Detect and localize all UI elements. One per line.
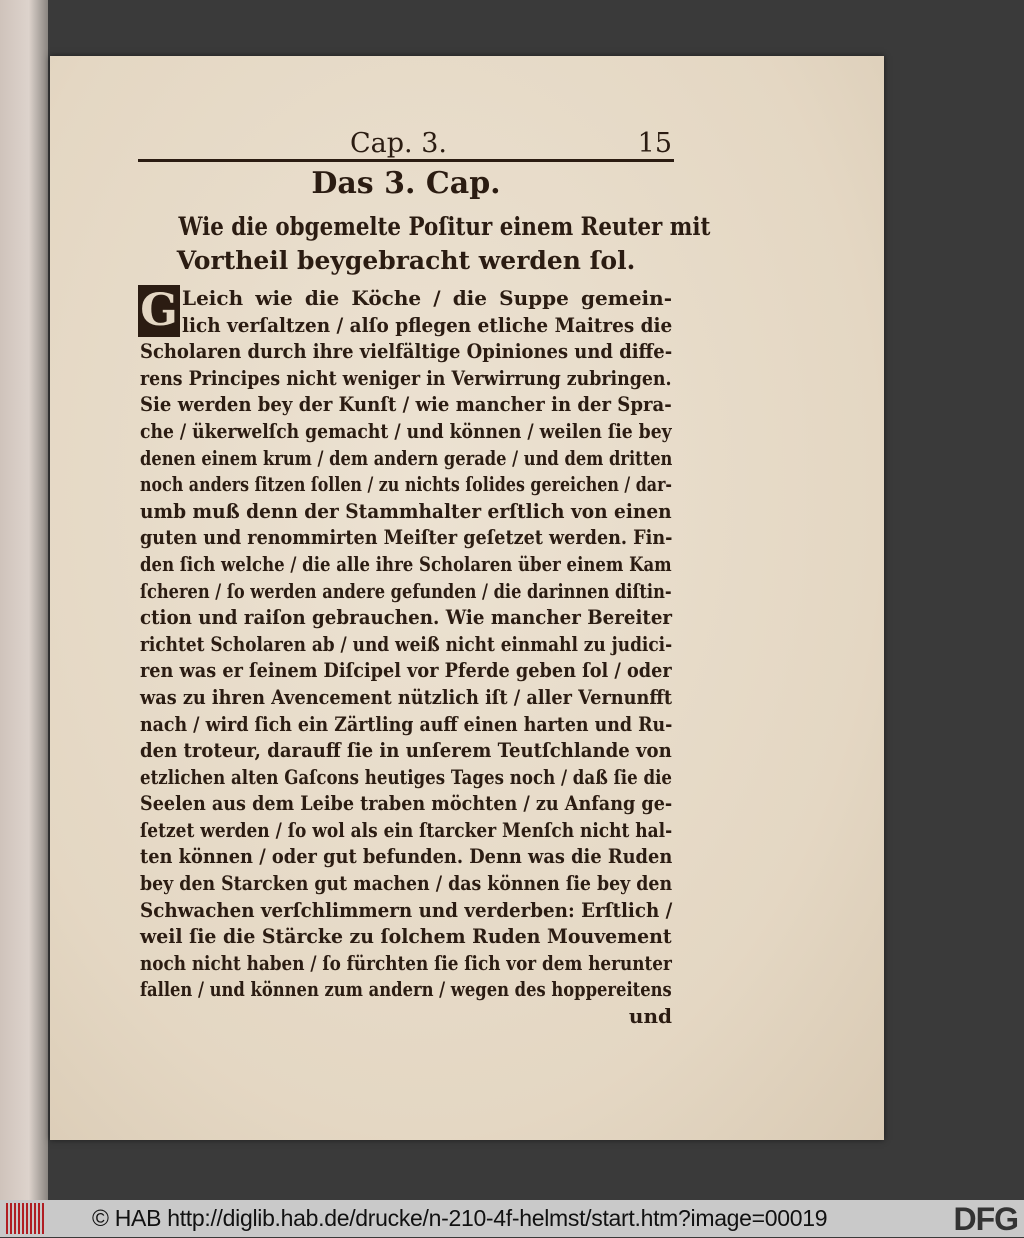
- text-line: bey den Starcken gut machen / das können ſie bey den: [140, 871, 673, 896]
- chapter-title: Das 3. Cap.: [311, 166, 501, 201]
- header-rule: [138, 159, 674, 162]
- text-line: Schwachen verſchlimmern und verderben: Erſtlich /: [140, 897, 673, 922]
- text-line: guten und renommirten Meiſter geſetzet werden. Fin-: [140, 525, 673, 550]
- text-line: ction und raiſon gebrauchen. Wie mancher Bereiter: [140, 605, 673, 630]
- drop-cap-initial: G: [138, 285, 180, 337]
- text-line: was zu ihren Avencement nützlich iſt / aller Vernunfft: [140, 684, 673, 709]
- text-line: rens Principes nicht weniger in Verwirrung zubringen.: [140, 365, 672, 390]
- chapter-subtitle-line: Vortheil beygebracht werden ſol.: [176, 246, 636, 275]
- body-text: [140, 285, 672, 1030]
- text-line: umb muß denn der Stammhalter erſtlich von einen: [140, 498, 672, 523]
- chapter-subtitle-line: Wie die obgemelte Poſitur einem Reuter mit: [178, 212, 711, 241]
- text-line: den ſich welche / die alle ihre Scholaren über einem Kam: [140, 551, 672, 576]
- text-line: denen einem krum / dem andern gerade / und dem dritten: [140, 445, 673, 470]
- text-line: Seelen aus dem Leibe traben möchten / zu Anfang ge-: [140, 791, 673, 816]
- text-line: nach / wird ſich ein Zärtling auff einen harten und Ru-: [140, 711, 673, 736]
- text-line: ren was er ſeinem Diſcipel vor Pferde geben ſol / oder: [140, 658, 672, 683]
- text-line: Scholaren durch ihre vielfältige Opiniones und diffe-: [140, 339, 673, 364]
- book-page: [50, 56, 884, 1140]
- page-number: 15: [637, 128, 672, 159]
- text-line: lich verſaltzen / alſo pflegen etliche Maitres die: [182, 312, 673, 337]
- text-line: den troteur, darauff ſie in unſerem Teutſchlande von: [140, 738, 672, 763]
- running-head: [140, 128, 672, 158]
- text-line: ſetzet werden / ſo wol als ein ſtarcker Menſch nicht hal-: [140, 817, 673, 842]
- text-line: noch anders ſitzen ſollen / zu nichts ſolides gereichen / dar-: [140, 472, 673, 497]
- copyright-url: © HAB http://diglib.hab.de/drucke/n-210-4f-helmst/start.htm?image=00019: [92, 1205, 828, 1231]
- text-line: weil ſie die Stärcke zu ſolchem Ruden Mouvement: [140, 924, 672, 949]
- text-line: etzlichen alten Gaſcons heutiges Tages noch / daß ſie die: [140, 764, 672, 789]
- text-line: Sie werden bey der Kunſt / wie mancher in der Spra-: [140, 392, 672, 417]
- catchword: und: [628, 1004, 672, 1029]
- text-line: fallen / und können zum andern / wegen des hoppereitens: [140, 977, 672, 1002]
- text-line: richtet Scholaren ab / und weiß nicht einmahl zu judici-: [140, 631, 673, 656]
- text-line: ten können / oder gut befunden. Denn was die Ruden: [140, 844, 673, 869]
- text-line: noch nicht haben / ſo fürchten ſie ſich vor dem herunter: [140, 950, 672, 975]
- text-line: Leich wie die Köche / die Suppe gemein-: [182, 286, 672, 310]
- text-line: ſcheren / ſo werden andere gefunden / die darinnen diſtin-: [140, 578, 672, 603]
- running-title: Cap. 3.: [350, 128, 447, 159]
- adjacent-page-edge: [0, 0, 48, 1200]
- footer-bar: [0, 1200, 1024, 1237]
- text-line: che / ükerwelſch gemacht / und können / weilen ſie bey: [140, 418, 672, 443]
- hab-logo-icon: [6, 1203, 46, 1234]
- dfg-logo: DFG: [953, 1201, 1018, 1237]
